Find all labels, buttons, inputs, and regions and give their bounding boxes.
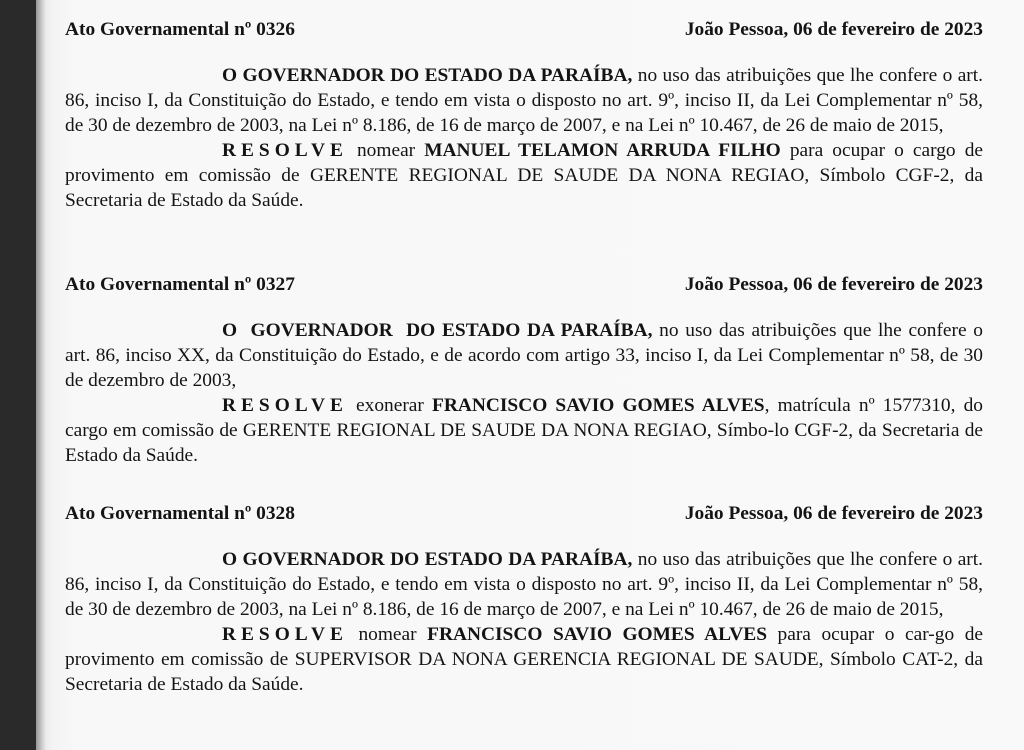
page-edge-shadow — [36, 0, 46, 750]
resolution-text: para ocupar o car-go de provimento em comissão de SUPERVISOR DA NONA GERENCIA REGIONAL DE SAUDE, Símbolo CAT-2, da Secretaria de Estado da Saúde. — [65, 624, 983, 695]
governor-title: O GOVERNADOR DO ESTADO DA PARAÍBA, — [222, 549, 633, 570]
document-page — [36, 0, 1024, 750]
preamble-text: no uso das atribuições que lhe confere o art. 86, inciso XX, da Constituição do Estado, e de acordo com artigo 33, inciso I, da Lei Complementar nº 58, de 30 de dezembro de 2003, — [65, 320, 983, 391]
act-header — [65, 498, 983, 529]
preamble-paragraph — [65, 318, 983, 393]
act-date: João Pessoa, 06 de fevereiro de 2023 — [684, 274, 983, 295]
resolution-paragraph — [65, 622, 983, 697]
appointee-name: MANUEL TELAMON ARRUDA FILHO — [424, 140, 781, 161]
appointee-name: FRANCISCO SAVIO GOMES ALVES — [432, 395, 765, 416]
act-header — [65, 14, 983, 45]
act-0328 — [65, 498, 983, 697]
act-number: Ato Governamental nº 0326 — [65, 19, 295, 40]
resolve-word: RESOLVE — [222, 624, 348, 645]
preamble-text: no uso das atribuições que lhe confere o art. 86, inciso I, da Constituição do Estado, e tendo em vista o disposto no art. 9º, inciso II, da Lei Complementar nº 58, de 30 de dezembro de 2003, na Lei nº 8.186, de 16 de março de 2007, e na Lei nº 10.467, de 26 de maio de 2015, — [65, 549, 984, 620]
resolution-verb: exonerar — [347, 395, 432, 416]
preamble-paragraph — [65, 63, 983, 138]
resolution-verb: nomear — [347, 624, 428, 645]
governor-title: O GOVERNADOR DO ESTADO DA PARAÍBA, — [222, 320, 653, 341]
act-0326 — [65, 14, 983, 213]
act-date: João Pessoa, 06 de fevereiro de 2023 — [684, 19, 983, 40]
resolution-text: , matrícula nº 1577310, do cargo em comissão de GERENTE REGIONAL DE SAUDE DA NONA REGIAO, Símbo-lo CGF-2, da Secretaria de Estado da Saúde. — [65, 395, 984, 466]
act-0327 — [65, 269, 983, 468]
preamble-paragraph — [65, 547, 983, 622]
act-number: Ato Governamental nº 0327 — [65, 274, 295, 295]
act-date: João Pessoa, 06 de fevereiro de 2023 — [684, 503, 983, 524]
resolution-text: para ocupar o cargo de provimento em comissão de GERENTE REGIONAL DE SAUDE DA NONA REGIAO, Símbolo CGF-2, da Secretaria de Estado da Saúde. — [65, 140, 983, 211]
resolve-word: RESOLVE — [222, 140, 348, 161]
preamble-text: no uso das atribuições que lhe confere o art. 86, inciso I, da Constituição do Estado, e tendo em vista o disposto no art. 9º, inciso II, da Lei Complementar nº 58, de 30 de dezembro de 2003, na Lei nº 8.186, de 16 de março de 2007, e na Lei nº 10.467, de 26 de maio de 2015, — [65, 65, 984, 136]
resolve-word: RESOLVE — [222, 395, 348, 416]
appointee-name: FRANCISCO SAVIO GOMES ALVES — [427, 624, 767, 645]
resolution-paragraph — [65, 393, 983, 468]
resolution-verb: nomear — [347, 140, 425, 161]
resolution-paragraph — [65, 138, 983, 213]
act-number: Ato Governamental nº 0328 — [65, 503, 295, 524]
act-header — [65, 269, 983, 300]
governor-title: O GOVERNADOR DO ESTADO DA PARAÍBA, — [222, 65, 633, 86]
